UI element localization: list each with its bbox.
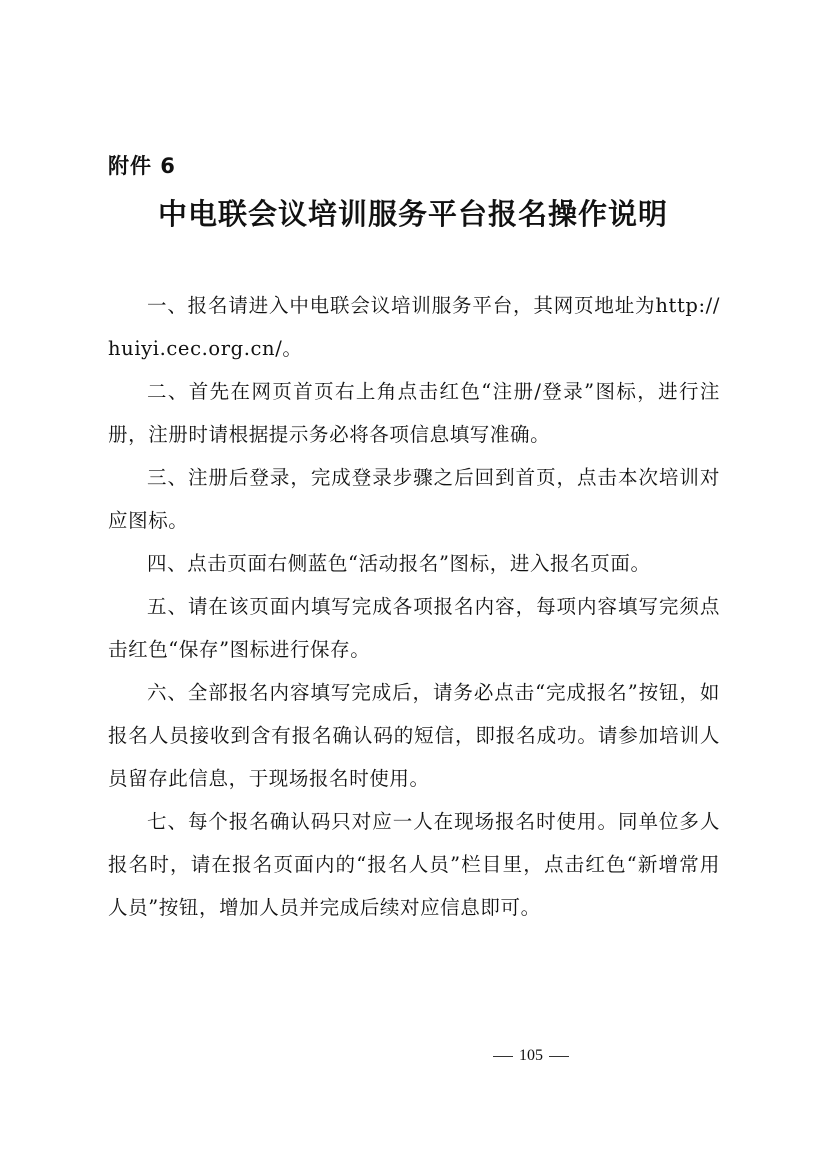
paragraph-2: 二、首先在网页首页右上角点击红色“注册/登录”图标，进行注册，注册时请根据提示务必将各项信息填写准确。 (108, 380, 720, 446)
paragraph-6: 六、全部报名内容填写完成后，请务必点击“完成报名”按钮，如报名人员接收到含有报名确认码的短信，即报名成功。请参加培训人员留存此信息，于现场报名时使用。 (108, 681, 720, 790)
paragraph-5: 五、请在该页面内填写完成各项报名内容，每项内容填写完须点击红色“保存”图标进行保存。 (108, 595, 720, 661)
paragraph-7: 七、每个报名确认码只对应一人在现场报名时使用。同单位多人报名时，请在报名页面内的“报名人员”栏目里，点击红色“新增常用人员”按钮，增加人员并完成后续对应信息即可。 (108, 810, 720, 919)
attachment-label: 附件 6 (108, 154, 176, 178)
paragraph-1: 一、报名请进入中电联会议培训服务平台，其网页地址为http://huiyi.cec.org.cn/。 (108, 294, 720, 360)
document-title: 中电联会议培训服务平台报名操作说明 (157, 197, 668, 231)
document-body (108, 284, 720, 929)
dash-right (549, 1056, 569, 1057)
page-footer (0, 1046, 826, 1065)
paragraph-4: 四、点击页面右侧蓝色“活动报名”图标，进入报名页面。 (147, 552, 651, 575)
page-number: 105 (519, 1047, 543, 1064)
dash-left (493, 1056, 513, 1057)
paragraph-3: 三、注册后登录，完成登录步骤之后回到首页，点击本次培训对应图标。 (108, 466, 720, 532)
